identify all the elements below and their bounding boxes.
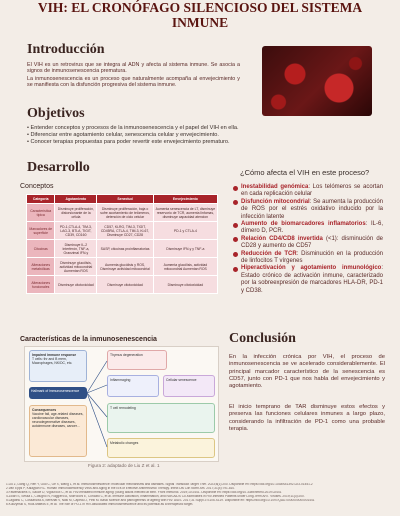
intro-heading: Introducción [27, 42, 105, 57]
metabolic-label: Metabolic changes [110, 441, 139, 445]
table-cell: Disminuye citotoxicidad [153, 276, 217, 294]
effect-item [233, 265, 383, 295]
conclusion-heading: Conclusión [229, 331, 296, 346]
table-header: Categoría [27, 195, 55, 204]
effect-item [233, 251, 383, 266]
effect-item [233, 221, 383, 236]
references [6, 483, 396, 506]
hallmark-label: Hallmark of immunosenescence [31, 389, 80, 393]
effect-item-text: : IL-6, dímero D, PCR. [241, 221, 383, 235]
effect-item-title: Disfunción mitocondrial [241, 198, 310, 205]
hallmark-box [29, 387, 87, 399]
caracteristicas-heading: Características de la inmunosenescencia [20, 336, 157, 343]
cellular-senescence-box [163, 375, 215, 397]
impaired-response-body: T cells: thr and B mem, Macrophages, NK/DC, etc. [32, 357, 73, 365]
reference-item: 6.Kuczynski S, Ruiz-Mateos E, et al. The role of PD-1 in HIV-associated immunosenescence and its potential as a therapeutic target. [6, 502, 194, 506]
cellular-senescence-label: Cellular senescence [166, 378, 197, 382]
table-row [27, 222, 218, 240]
impaired-response-box [29, 350, 87, 382]
reference-item: 2.Van Epps P, Kalayjian RC. Human Immunodeficiency Virus and Aging in the Era of Effective Antiretroviral Therapy. Infect Dis Clin North Am. 2017;31(4):791-810. [6, 486, 236, 490]
intro-paragraph-2: La inmunosenescencia es un proceso que naturalmente acompaña al envejecimiento y se manifiesta con la disfunción progresiva del sistema inmune. [27, 76, 240, 89]
objetivo-item: • Entender conceptos y procesos de la inmunosenescencia y el papel del VIH en ella. [27, 125, 367, 132]
objetivo-item: • Diferenciar entre agotamiento celular, senescencia celular y envejecimiento. [27, 132, 367, 139]
metabolic-box [107, 438, 215, 458]
reference-item: 4.Zicari S, Sessa L, Cotugno N, Ruggiero A, Morrocchi E, Concato C, et al. Immune Activation, Inflammation, and Non-AIDS Co-Morbidities in HIV-Infected Patients under Long-Term ART. Viruses. 2019;11(3):200. [6, 494, 305, 498]
effect-item-title: Relación CD4/CD8 invertida [241, 235, 323, 242]
table-cell: SASP, citocinas proinflamatorias [97, 240, 153, 258]
consequences-body: Vaccine fail, age-related diseases, cardiovascular diseases, neurodegenerative diseases, autoimmune diseases, cancer... [32, 412, 84, 428]
reference-item: 1.Liu Z, Liang Q, Ren Y, Guo C, Ge X, Wang L, et al. Immunosenescence: molecular mechanisms and diseases. Signal Transduct Target Ther. 2023;8(1):200. Disponible en: https://doi.org/10.1038/s41392-023-01451-2 [6, 483, 313, 486]
effect-item [233, 199, 383, 221]
effect-item-text: : Disminución en la producción de linfocitos T vírgenes [241, 250, 383, 265]
table-row [27, 240, 218, 258]
table-cell: Disminuye proliferación, baja o sufre acortamiento de telómeros, detención de ciclo celular [97, 204, 153, 222]
poster-title: VIH: EL CRONÓFAGO SILENCIOSO DEL SISTEMA INMUNE [37, 0, 363, 30]
table-cell: Aumenta senescencia de LT, disminuye reservorio de TCR, aumenta linfomas, disminuye capacidad atencion [153, 204, 217, 222]
table-cell: Disminuye citotoxicidad [97, 276, 153, 294]
table-row-head: Citocinas [27, 240, 55, 258]
effect-item-text: : Los telómeros se acortan en cada replicación celular [241, 184, 383, 198]
inflammaging-label: Inflammaging [110, 378, 131, 382]
intro-paragraph-1: El VIH es un retrovirus que se integra al ADN y afecta al sistema inmune. Se asocia a signos de inmunosenescencia prematura. [27, 62, 240, 75]
conclusion-paragraph-1: En la infección crónica por VIH, el proceso de inmunosenescencia se ve acelerado considerablemente. El principal marcador característico de la senescencia es CD57, junto con PD-1 que nos habla del envejecimiento y agotamiento. [229, 354, 385, 390]
effect-item-title: Reducción de TCR [241, 250, 297, 257]
reference-item: 3.Fastenackels S, Sauce D, Vigouroux C, et al. HIV-mediated immune aging: young adults infected at birth. Front Immunol. 2019;10:2441. Disponible en: https://doi.org/10.3389/fimmu.2019.02441 [6, 490, 282, 494]
table-cell: PD-1 y CTLA-4 [153, 222, 217, 240]
objetivos-heading: Objetivos [27, 106, 85, 121]
effect-item-text: (<1): disminución de CD28 y aumento de CD57 [241, 235, 383, 250]
table-cell: Disminuye IFN-y y TNF-a [153, 240, 217, 258]
objetivos-list [27, 125, 367, 145]
reference-item: 5.Lagathu C, Cossarizza A, Béréziat V, Nasi M, Capeau J, Pinti M. Basic science and pathogenesis of ageing with HIV. AIDS. 2017;31 Suppl 2:S105-S119. Disponible en: https://doi.org/10.1097/QAD.0000000000001441 [6, 498, 315, 502]
table-row-head: Alteraciones funcionales [27, 276, 55, 294]
effect-item-text: : Estado crónico de activación inmune, caracterizado por la sobreexpresión de marcadores HLA-DR, PD-1 y CD38. [241, 265, 383, 294]
table-row [27, 276, 218, 294]
conceptos-table [26, 194, 218, 294]
tcell-remodeling-label: T cell remodeling [110, 406, 136, 410]
table-cell: CD57, KLRG, TIM-3, TIGIT, CD45RA, CTLA-4, TIM-3, Ki-67, Disminuye CD27, CD28 [97, 222, 153, 240]
table-row [27, 258, 218, 276]
table-cell: Aumenta glucólisis, actividad mitocondrial Aumentan ROS [153, 258, 217, 276]
virus-illustration [262, 46, 372, 116]
impaired-response-label: Impaired immune response [32, 353, 77, 357]
effect-item-title: Hiperactivación y agotamiento inmunológico [241, 265, 382, 272]
desarrollo-heading: Desarrollo [27, 160, 90, 175]
effect-item-title: Inestabilidad genómica [241, 184, 309, 190]
table-header: Agotamiento [55, 195, 97, 204]
table-cell: Disminuye citotoxicidad [55, 276, 97, 294]
question-heading: ¿Cómo afecta el VIH en este proceso? [240, 168, 370, 177]
consequences-label: Consequences [32, 408, 57, 412]
inflammaging-box [107, 375, 159, 397]
consequences-box [29, 405, 87, 457]
thymus-box [107, 350, 167, 370]
tcell-remodeling-box [107, 403, 215, 433]
table-cell: Aumenta glucólisis y ROS, Disminuye actividad mitocondrial [97, 258, 153, 276]
table-cell: Disminuye glucólisis, actividad mitocondrial Aumentan ROS [55, 258, 97, 276]
objetivo-item: • Conocer terapias propuestas para poder revertir este envejecimiento prematuro. [27, 139, 367, 146]
table-row-head: Alteraciones metabólicas [27, 258, 55, 276]
immunosenescence-diagram [24, 346, 219, 462]
conclusion-paragraph-2: El inicio temprano de TAR disminuye estos efectos y preserva las funciones celulares inmunes a largo plazo, considerando la infiltración de PD-1 como una probable terapia. [229, 404, 385, 432]
table-header: Envejecimiento [153, 195, 217, 204]
table-row-head: Marcadores de superficie [27, 222, 55, 240]
table-row-head: Característica típica [27, 204, 55, 222]
thymus-label: Thymus degeneration [110, 353, 143, 357]
table-cell: Disminuye proliferación, distorsionante de la célula [55, 204, 97, 222]
table-header: Senectud [97, 195, 153, 204]
effect-item [233, 236, 383, 251]
vih-effects-list [233, 184, 383, 295]
conceptos-label: Conceptos [20, 183, 54, 190]
effect-item-text: : Se aumenta la producción de ROS por el estrés oxidativo inducido por la infección latente [241, 198, 384, 220]
table-cell: Disminuye IL-2 Interferón, TNF-a, Granzimal IFN-y [55, 240, 97, 258]
table-cell: PD-1,CTLA-4, TIM-3, LAG-3, BTLA, TIGIT, CD39, CD160 [55, 222, 97, 240]
table-row [27, 204, 218, 222]
effect-item-title: Aumento de biomarcadores inflamatorios [241, 221, 366, 228]
effect-item [233, 184, 383, 199]
figure-caption: Figura 2: adaptado de Liu Z et al. 1 [88, 463, 160, 468]
